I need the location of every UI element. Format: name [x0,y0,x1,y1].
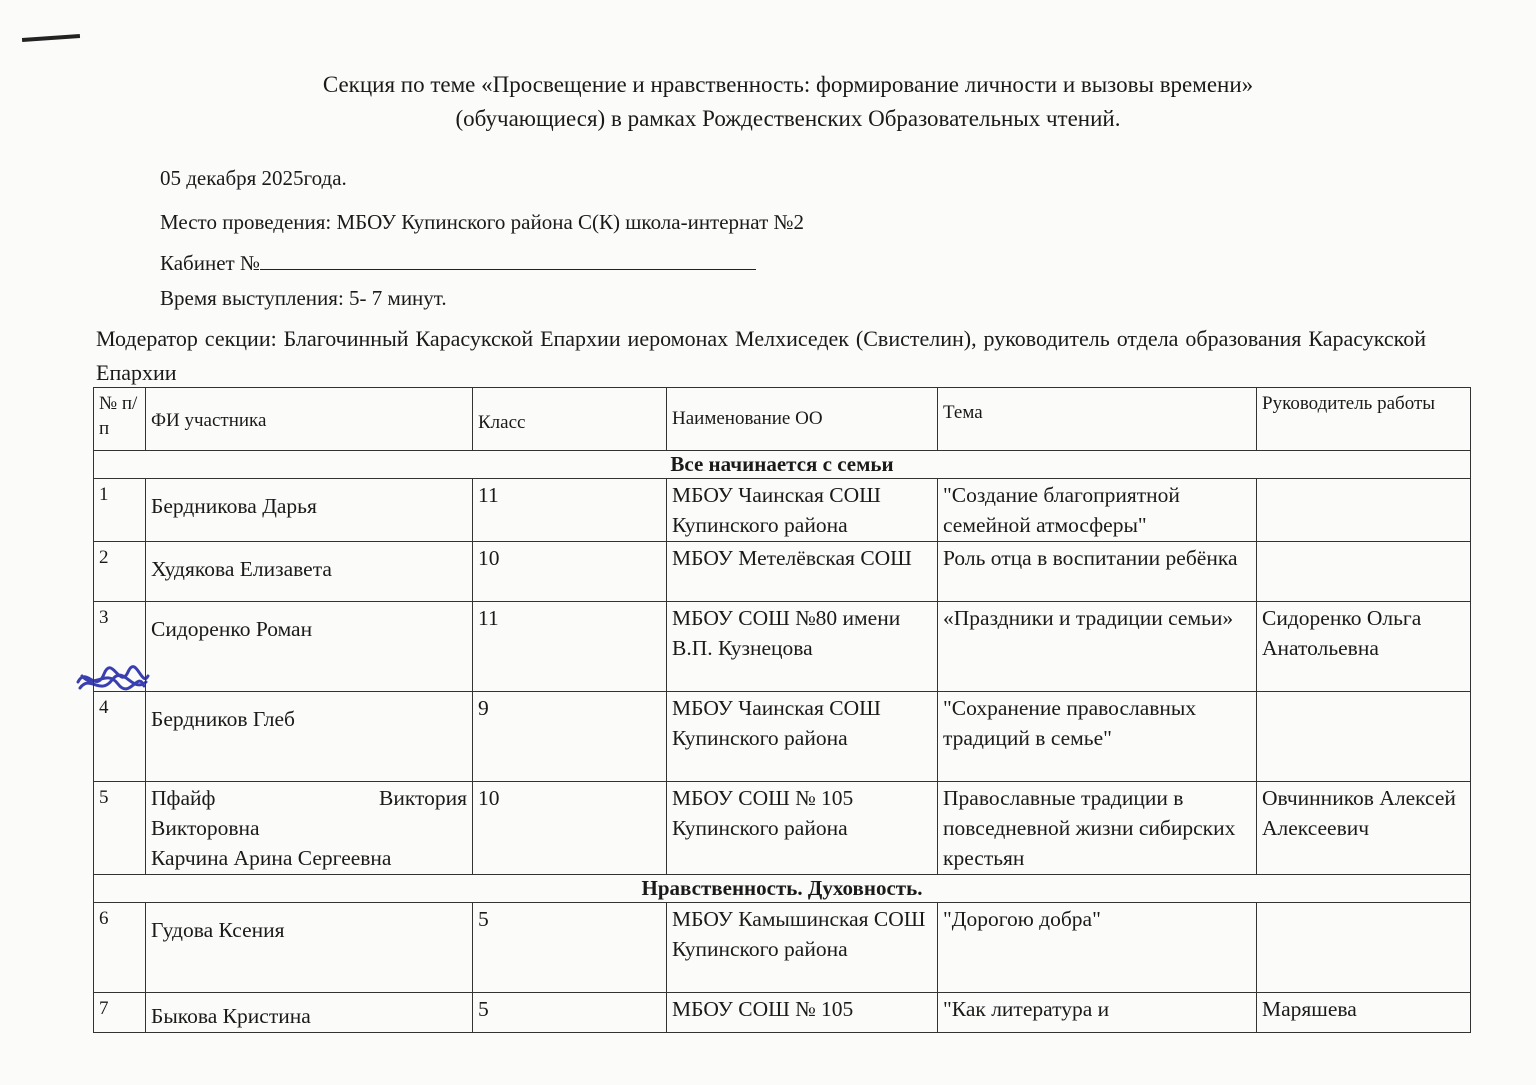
table-row [94,692,1471,782]
row-name: Бердникова Дарья [146,479,473,542]
row-supervisor: Маряшева [1257,993,1471,1033]
row-grade: 9 [473,692,667,782]
section-row [94,875,1471,903]
row-supervisor [1257,542,1471,602]
row-name: Худякова Елизавета [146,542,473,602]
row-name: Бердников Глеб [146,692,473,782]
event-place: Место проведения: МБОУ Купинского района С(К) школа-интернат №2 [160,210,805,234]
row-topic: Православные традиции в повседневной жизни сибирских крестьян [938,782,1257,875]
header-school: Наименование ОО [667,388,938,451]
row-supervisor: Сидоренко Ольга Анатольевна [1257,602,1471,692]
row-num: 2 [94,542,146,602]
row-supervisor [1257,903,1471,993]
row-grade: 11 [473,602,667,692]
row-school: МБОУ СОШ № 105 [667,993,938,1033]
section-title: Нравственность. Духовность. [94,875,1471,903]
row-school: МБОУ Камышинская СОШ Купинского района [667,903,938,993]
table-header-row [94,388,1471,451]
section-title-line-1: Секция по теме «Просвещение и нравственность: формирование личности и вызовы времени» [322,72,1254,97]
table-row [94,602,1471,692]
row-school: МБОУ Чаинская СОШ Купинского района [667,479,938,542]
row-name: Быкова Кристина [146,993,473,1033]
row-name-second-participant: Карчина Арина Сергеевна [151,846,392,870]
section-row [94,451,1471,479]
table-row [94,479,1471,542]
row-name [146,782,473,875]
row-school: МБОУ СОШ № 105 Купинского района [667,782,938,875]
scan-mark [22,34,80,42]
row-num: 5 [94,782,146,875]
section-title: Все начинается с семьи [94,451,1471,479]
table-row [94,782,1471,875]
row-supervisor [1257,479,1471,542]
table-row [94,903,1471,993]
row-num: 7 [94,993,146,1033]
row-grade: 5 [473,903,667,993]
row-topic: Роль отца в воспитании ребёнка [938,542,1257,602]
row-topic: "Как литература и [938,993,1257,1033]
row-supervisor: Овчинников Алексей Алексеевич [1257,782,1471,875]
room-blank-line [260,249,756,270]
row-grade: 5 [473,993,667,1033]
row-name-firstname: Виктория [378,786,467,810]
row-name: Гудова Ксения [146,903,473,993]
row-grade: 11 [473,479,667,542]
header-topic: Тема [938,388,1257,451]
table-row [94,993,1471,1033]
row-name-patronymic: Викторовна [151,816,260,840]
header-supervisor: Руководитель работы [1257,388,1471,451]
row-topic: "Дорогою добра" [938,903,1257,993]
row-school: МБОУ Метелёвская СОШ [667,542,938,602]
row-topic: «Праздники и традиции семьи» [938,602,1257,692]
table-row [94,542,1471,602]
header-name: ФИ участника [146,388,473,451]
moderator-text: Модератор секции: Благочинный Карасукской Епархии иеромонах Мелхиседек (Свистелин), руководитель отдела образования Карасукской Епархии [96,326,1426,385]
row-num: 1 [94,479,146,542]
room-label: Кабинет № [160,251,260,275]
row-school: МБОУ СОШ №80 имени В.П. Кузнецова [667,602,938,692]
row-topic: "Сохранение православных традиций в семье" [938,692,1257,782]
row-supervisor [1257,692,1471,782]
speech-time: Время выступления: 5- 7 минут. [160,286,447,310]
header-grade: Класс [473,388,667,451]
event-date: 05 декабря 2025года. [160,166,347,190]
section-title-line-2: (обучающиеся) в рамках Рождественских Образовательных чтений. [455,106,1121,131]
row-grade: 10 [473,782,667,875]
row-num: 6 [94,903,146,993]
header-num: № п/п [94,388,146,451]
row-name: Сидоренко Роман [146,602,473,692]
row-school: МБОУ Чаинская СОШ Купинского района [667,692,938,782]
event-room [160,249,756,276]
row-num: 4 [94,692,146,782]
row-topic: "Создание благоприятной семейной атмосферы" [938,479,1257,542]
participants-table [93,387,1471,1033]
row-num: 3 [94,602,146,692]
row-grade: 10 [473,542,667,602]
row-name-line-1 [151,783,467,813]
row-name-surname: Пфайф [151,786,216,810]
